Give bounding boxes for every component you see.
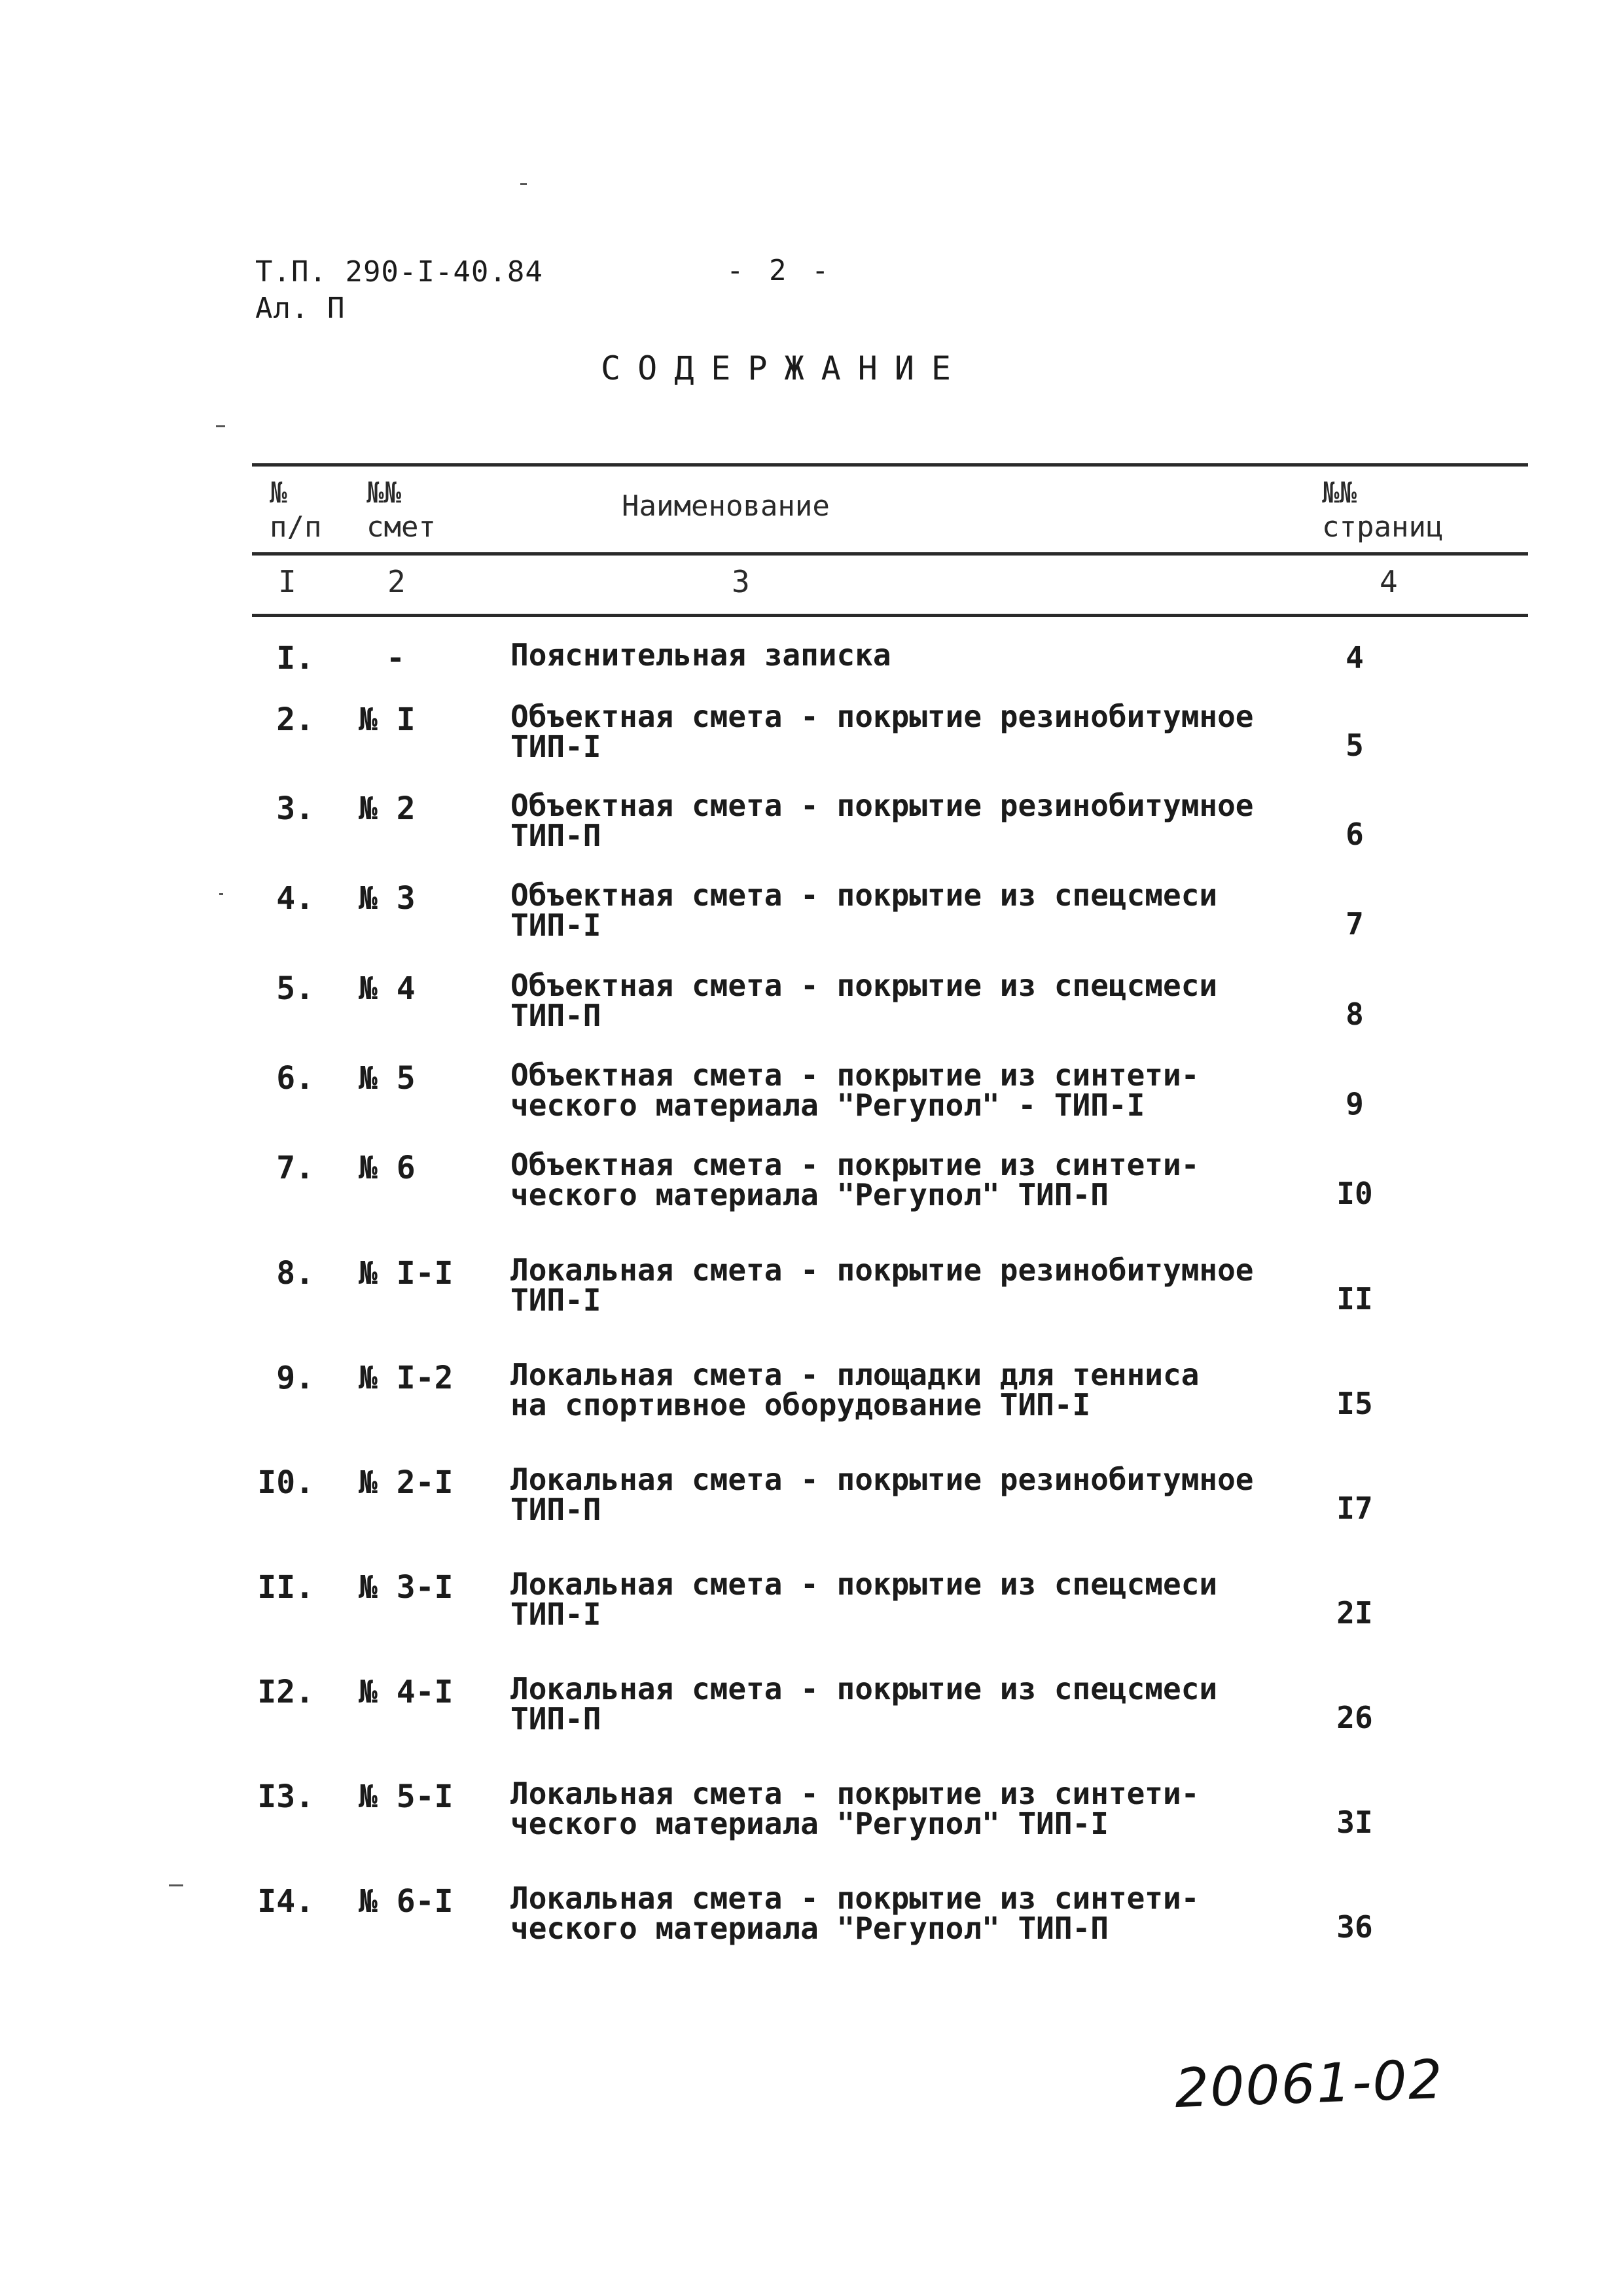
page-reference: I7 [1336, 1491, 1373, 1526]
document-code-line1: Т.П. 290-I-40.84 [255, 255, 543, 289]
estimate-name-line1: Локальная смета - покрытие из спецсмеси [510, 1671, 1218, 1706]
table-row [0, 1566, 1623, 1667]
estimate-name-line2: ТИП-П [510, 818, 601, 853]
estimate-number: № 5-I [359, 1778, 454, 1815]
page-reference: 2I [1336, 1595, 1373, 1631]
column-header-pages-line2: страниц [1322, 510, 1444, 544]
estimate-number: № 4 [359, 970, 416, 1007]
row-number: 4. [276, 880, 314, 917]
column-header-num-line1: № [270, 476, 287, 510]
estimate-number: № 2 [359, 790, 416, 827]
column-header-pages-line1: №№ [1322, 476, 1357, 510]
page-reference: 8 [1346, 997, 1364, 1032]
handwritten-inventory-number: 20061-02 [1173, 2048, 1445, 2121]
page-reference: 4 [1346, 640, 1364, 675]
page-reference: 6 [1346, 817, 1364, 852]
table-row [0, 1671, 1623, 1772]
column-number-3: 3 [732, 564, 750, 599]
page-reference: I0 [1336, 1176, 1373, 1211]
table-header-rule [252, 552, 1528, 556]
table-row [0, 1147, 1623, 1248]
estimate-name-line1: Локальная смета - покрытие резинобитумное [510, 1252, 1254, 1288]
estimate-number: № 2-I [359, 1464, 454, 1501]
estimate-name [510, 637, 1296, 673]
estimate-number: № I-2 [359, 1360, 454, 1396]
table-row [0, 1778, 1623, 1877]
column-header-name: Наименование [622, 489, 830, 523]
estimate-name [510, 1357, 1296, 1422]
scan-speck [169, 1884, 183, 1886]
estimate-number: № 6-I [359, 1883, 454, 1920]
table-row [0, 1057, 1623, 1158]
estimate-name [510, 1881, 1296, 1946]
page-reference: 3I [1336, 1805, 1373, 1840]
estimate-name-line2: на спортивное оборудование ТИП-I [510, 1387, 1091, 1422]
estimate-number: № 6 [359, 1150, 416, 1186]
page-reference: 26 [1336, 1700, 1373, 1735]
estimate-name-line2: ТИП-I [510, 729, 601, 764]
row-number: 3. [276, 790, 314, 827]
estimate-name-line2: ТИП-П [510, 998, 601, 1033]
page-number: - 2 - [726, 254, 833, 287]
estimate-name-line2: ческого материала "Регупол" ТИП-I [510, 1806, 1109, 1841]
page-reference: 7 [1346, 906, 1364, 942]
row-number: II. [257, 1569, 314, 1606]
column-header-pages [1322, 476, 1443, 544]
column-number-1: I [278, 564, 296, 599]
estimate-name-line2: ческого материала "Регупол" ТИП-П [510, 1911, 1109, 1946]
estimate-name [510, 1566, 1296, 1632]
table-row [0, 1464, 1623, 1563]
estimate-number: № 5 [359, 1060, 416, 1097]
estimate-number: № I-I [359, 1255, 454, 1292]
column-header-estimate-line1: №№ [366, 476, 401, 510]
row-number: 2. [276, 701, 314, 738]
scan-speck [520, 183, 527, 185]
estimate-name [510, 970, 1296, 1031]
estimate-name [510, 1252, 1296, 1318]
table-row [0, 970, 1623, 1069]
estimate-name-line1: Объектная смета - покрытие из спецсмеси [510, 877, 1218, 913]
row-number: I3. [257, 1778, 314, 1815]
estimate-name [510, 790, 1296, 851]
estimate-number: № 4-I [359, 1674, 454, 1710]
estimate-name-line1: Объектная смета - покрытие резинобитумное [510, 699, 1254, 734]
row-number: 7. [276, 1150, 314, 1186]
column-header-estimate-line2: смет [366, 510, 436, 544]
estimate-name-line1: Пояснительная записка [510, 637, 891, 673]
table-row [0, 1883, 1623, 1981]
table-row [0, 1357, 1623, 1458]
estimate-name-line1: Локальная смета - покрытие из синтети- [510, 1776, 1200, 1811]
document-code-line2: Ал. П [255, 292, 346, 325]
estimate-name-line1: Локальная смета - покрытие из спецсмеси [510, 1566, 1218, 1602]
estimate-name-line1: Локальная смета - покрытие из синтети- [510, 1881, 1200, 1916]
scan-speck [216, 425, 225, 427]
estimate-number: - [386, 640, 405, 677]
estimate-name [510, 1147, 1296, 1212]
estimate-name-line1: Объектная смета - покрытие резинобитумное [510, 788, 1254, 823]
estimate-name-line2: ТИП-П [510, 1492, 601, 1527]
column-header-estimate [366, 476, 436, 544]
row-number: I2. [257, 1674, 314, 1710]
row-number: 8. [276, 1255, 314, 1292]
estimate-name-line1: Объектная смета - покрытие из спецсмеси [510, 968, 1218, 1003]
row-number: 6. [276, 1060, 314, 1097]
column-number-4: 4 [1380, 564, 1398, 599]
table-row [0, 1252, 1623, 1353]
estimate-name-line1: Локальная смета - площадки для тенниса [510, 1357, 1200, 1392]
estimate-name-line2: ТИП-I [510, 1282, 601, 1318]
page-reference: I5 [1336, 1386, 1373, 1421]
table-row [0, 701, 1623, 800]
estimate-name-line2: ТИП-I [510, 908, 601, 943]
estimate-number: № I [359, 701, 416, 738]
table-top-rule [252, 463, 1528, 467]
scan-speck [219, 893, 223, 895]
row-number: 9. [276, 1360, 314, 1396]
column-header-num [270, 476, 321, 544]
estimate-name-line1: Объектная смета - покрытие из синтети- [510, 1057, 1200, 1093]
column-header-num-line2: п/п [270, 510, 322, 544]
page-reference: II [1336, 1281, 1373, 1316]
row-number: 5. [276, 970, 314, 1007]
estimate-name [510, 1778, 1296, 1839]
page-reference: 36 [1336, 1909, 1373, 1945]
page-title: СОДЕРЖАНИЕ [601, 349, 969, 387]
estimate-name-line2: ТИП-П [510, 1701, 601, 1737]
row-number: I. [276, 640, 314, 677]
estimate-name-line1: Локальная смета - покрытие резинобитумное [510, 1462, 1254, 1497]
estimate-name [510, 1671, 1296, 1737]
estimate-name-line1: Объектная смета - покрытие из синтети- [510, 1147, 1200, 1182]
estimate-name [510, 701, 1296, 762]
column-number-2: 2 [387, 564, 406, 599]
page-reference: 9 [1346, 1086, 1364, 1122]
estimate-name-line2: ТИП-I [510, 1597, 601, 1632]
estimate-name [510, 1464, 1296, 1525]
document-code [255, 254, 543, 327]
estimate-number: № 3 [359, 880, 416, 917]
table-numbering-rule [252, 614, 1528, 617]
estimate-name [510, 1057, 1296, 1123]
estimate-name-line2: ческого материала "Регупол" - ТИП-I [510, 1087, 1145, 1123]
estimate-name [510, 877, 1296, 943]
row-number: I4. [257, 1883, 314, 1920]
estimate-number: № 3-I [359, 1569, 454, 1606]
table-row [0, 790, 1623, 889]
table-row [0, 877, 1623, 978]
estimate-name-line2: ческого материала "Регупол" ТИП-П [510, 1177, 1109, 1212]
row-number: I0. [257, 1464, 314, 1501]
page-reference: 5 [1346, 728, 1364, 763]
